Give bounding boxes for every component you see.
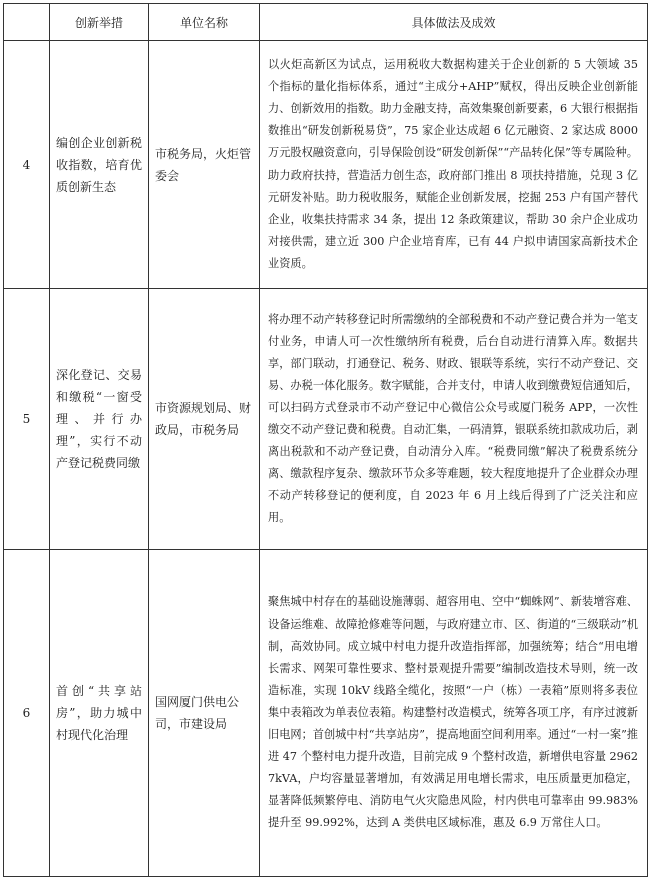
header-unit: 单位名称: [149, 4, 260, 41]
row-measure: 编创企业创新税收指数，培育优质创新生态: [50, 41, 149, 289]
row-effect: 以火炬高新区为试点，运用税收大数据构建关于企业创新的 5 大领域 35 个指标的量化指标体系，通过“主成分+AHP”赋权，得出反映企业创新能力、创新效用的指数。助力金融支持，高效集聚创新要素，6 大银行根据指数推出“研发创新税易贷”，75 家企业达成超 6 亿元融资、2 家达成 8000 万元股权融资意向，引导保险创设“研发创新保”“产品转化保”等专属险种。助力政府扶持，营造活力创生态，政府部门推出 8 项扶持措施，兑现 3 亿元研发补贴。助力税收服务，赋能企业创新发展，挖掘 253 户有国产替代企业，收集扶持需求 34 条，提出 12 条政策建议，帮助 30 余户企业成功对接供需，建立近 300 户企业培育库，已有 44 户拟申请国家高新技术企业资质。: [260, 41, 648, 289]
row-effect: 聚焦城中村存在的基础设施薄弱、超容用电、空中“蜘蛛网”、新装增容难、设备运维难、故障抢修难等问题，与政府建立市、区、街道的“三级联动”机制，高效协同。成立城中村电力提升改造指挥部，加强统筹；结合“用电增长需求、网架可靠性要求、整村景观提升需要”编制改造技术导则，统一改造标准，实现 10kV 线路全缆化，按照“一户（栋）一表箱”原则将多表位集中表箱改为单表位表箱。构建整村改造模式，统筹各项工序，有序过渡新旧电网；首创城中村“共享站房”，提高地面空间利用率。通过“一村一案”推进 47 个整村电力提升改造，目前完成 9 个整村改造，新增供电容量 29627kVA，户均容量显著增加，有效满足用电增长需求，电压质量更加稳定，显著降低频繁停电、消防电气火灾隐患风险，村内供电可靠率由 99.983%提升至 99.992%，达到 A 类供电区域标准，惠及 6.9 万常住人口。: [260, 550, 648, 877]
row-effect: 将办理不动产转移登记时所需缴纳的全部税费和不动产登记费合并为一笔支付业务，申请人可一次性缴纳所有税费，后台自动进行清算入库。数据共享，部门联动，打通登记、税务、财政、银联等系统，实行不动产登记、交易、办税一体化服务。数字赋能，合并支付，申请人收到缴费短信通知后，可以扫码方式登录市不动产登记中心微信公众号或厦门税务 APP，一次性缴交不动产登记费和税费。自动汇集，一码清算，银联系统扣款成功后，剥离出税款和不动产登记费，自动清分入库。“税费同缴”解决了税费系统分离、缴款程序复杂、缴款环节众多等难题，较大程度地提升了企业群众办理不动产转移登记的便利度，自 2023 年 6 月上线后得到了广泛关注和应用。: [260, 289, 648, 550]
row-measure: 深化登记、交易和缴税“一窗受理、并行办理”，实行不动产登记税费同缴: [50, 289, 149, 550]
row-index: 5: [4, 289, 50, 550]
document-page: [3, 3, 647, 875]
row-unit: 国网厦门供电公司，市建设局: [149, 550, 260, 877]
row-index: 4: [4, 41, 50, 289]
row-measure: 首创“共享站房”，助力城中村现代化治理: [50, 550, 149, 877]
innovation-measures-table: [3, 3, 648, 877]
header-index: [4, 4, 50, 41]
row-unit: 市税务局，火炬管委会: [149, 41, 260, 289]
table-row: [4, 41, 648, 289]
table-row: [4, 550, 648, 877]
row-index: 6: [4, 550, 50, 877]
row-unit: 市资源规划局、财政局，市税务局: [149, 289, 260, 550]
header-measure: 创新举措: [50, 4, 149, 41]
table-row: [4, 289, 648, 550]
header-effect: 具体做法及成效: [260, 4, 648, 41]
table-header-row: [4, 4, 648, 41]
